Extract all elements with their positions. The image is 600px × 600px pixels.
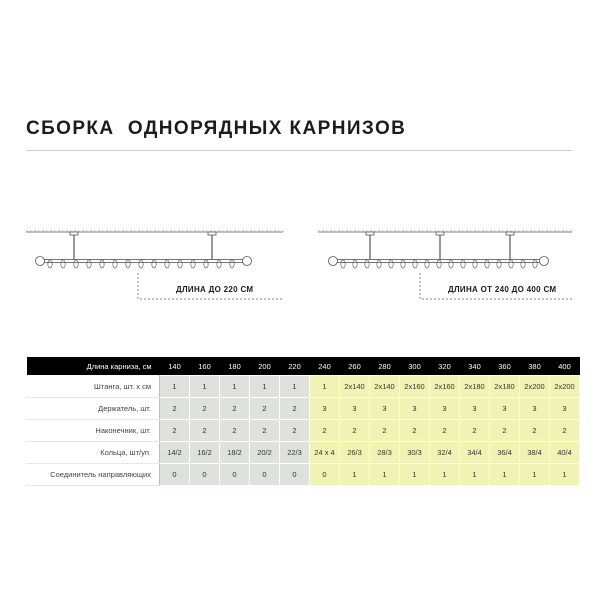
table-cell: 3 [370,398,400,420]
table-cell: 1 [340,464,370,486]
table-cell: 2x180 [490,376,520,398]
bracket-plate [70,232,78,235]
table-cell: 3 [310,398,340,420]
right-diagram-caption: ДЛИНА ОТ 240 ДО 400 СМ [448,285,557,294]
table-cell: 2x140 [340,376,370,398]
table-cell: 2x200 [550,376,580,398]
length-header-label: Длина карниза, см [27,357,160,376]
length-header-280: 280 [370,357,400,376]
table-cell: 2 [220,420,250,442]
table-cell: 2 [190,398,220,420]
table-row [27,398,580,420]
table-cell: 0 [310,464,340,486]
table-cell: 2x160 [430,376,460,398]
table-row [27,420,580,442]
table-cell: 2 [160,398,190,420]
table-cell: 40/4 [550,442,580,464]
table-cell: 1 [220,376,250,398]
row-label: Наконечник, шт. [27,420,160,442]
table-cell: 28/3 [370,442,400,464]
table-cell: 26/3 [340,442,370,464]
table-cell: 2 [340,420,370,442]
table-cell: 1 [250,376,280,398]
table-cell: 2x200 [520,376,550,398]
table-cell: 38/4 [520,442,550,464]
table-cell: 2 [520,420,550,442]
table-cell: 1 [520,464,550,486]
table-cell: 30/3 [400,442,430,464]
table-cell: 3 [520,398,550,420]
table-cell: 1 [280,376,310,398]
table-cell: 34/4 [460,442,490,464]
table-cell: 3 [490,398,520,420]
table-cell: 1 [460,464,490,486]
table-cell: 24 x 4 [310,442,340,464]
table-cell: 2 [550,420,580,442]
finial [36,257,45,266]
table-cell: 3 [550,398,580,420]
table-cell: 1 [190,376,220,398]
length-header-180: 180 [220,357,250,376]
length-header-320: 320 [430,357,460,376]
table-cell: 1 [370,464,400,486]
page-title: СБОРКА ОДНОРЯДНЫХ КАРНИЗОВ [26,118,407,139]
table-cell: 2 [370,420,400,442]
table-cell: 2x140 [370,376,400,398]
length-header-380: 380 [520,357,550,376]
table-cell: 2 [430,420,460,442]
length-header-200: 200 [250,357,280,376]
table-cell: 0 [220,464,250,486]
length-header-140: 140 [160,357,190,376]
table-cell: 2 [490,420,520,442]
table-cell: 3 [400,398,430,420]
table-cell: 1 [310,376,340,398]
table-cell: 2x160 [400,376,430,398]
table-cell: 1 [430,464,460,486]
length-header-300: 300 [400,357,430,376]
table-cell: 2 [310,420,340,442]
left-diagram-caption: ДЛИНА ДО 220 СМ [176,285,254,294]
table-cell: 1 [400,464,430,486]
table-cell: 2 [220,398,250,420]
table-cell: 22/3 [280,442,310,464]
table-cell: 0 [190,464,220,486]
table-cell: 2 [250,398,280,420]
table-cell: 2 [250,420,280,442]
table-cell: 0 [160,464,190,486]
table-cell: 2 [280,420,310,442]
finial [540,257,549,266]
bracket-plate [506,232,514,235]
row-label: Держатель, шт. [27,398,160,420]
table-cell: 2 [280,398,310,420]
table-cell: 0 [250,464,280,486]
row-label: Соединитель направляющих [27,464,160,486]
table-row [27,464,580,486]
bracket-plate [436,232,444,235]
table-cell: 2 [190,420,220,442]
table-cell: 14/2 [160,442,190,464]
length-header-260: 260 [340,357,370,376]
table-cell: 36/4 [490,442,520,464]
length-header-360: 360 [490,357,520,376]
table-cell: 18/2 [220,442,250,464]
table-cell: 16/2 [190,442,220,464]
row-label: Штанга, шт. х см [27,376,160,398]
length-header-240: 240 [310,357,340,376]
table-cell: 32/4 [430,442,460,464]
table-cell: 3 [430,398,460,420]
table-row [27,376,580,398]
table-cell: 2x180 [460,376,490,398]
table-cell: 2 [160,420,190,442]
table-cell: 1 [550,464,580,486]
length-header-160: 160 [190,357,220,376]
table-cell: 2 [400,420,430,442]
assembly-spec-table [26,357,580,486]
table-cell: 2 [460,420,490,442]
table-cell: 1 [490,464,520,486]
row-label: Кольца, шт/уп. [27,442,160,464]
finial [243,257,252,266]
table-cell: 0 [280,464,310,486]
table-cell: 3 [460,398,490,420]
table-cell: 1 [160,376,190,398]
table-row [27,442,580,464]
finial [329,257,338,266]
bracket-plate [208,232,216,235]
table-header-row [27,357,580,376]
length-header-400: 400 [550,357,580,376]
table-cell: 3 [340,398,370,420]
bracket-plate [366,232,374,235]
length-header-220: 220 [280,357,310,376]
table-cell: 20/2 [250,442,280,464]
length-header-340: 340 [460,357,490,376]
